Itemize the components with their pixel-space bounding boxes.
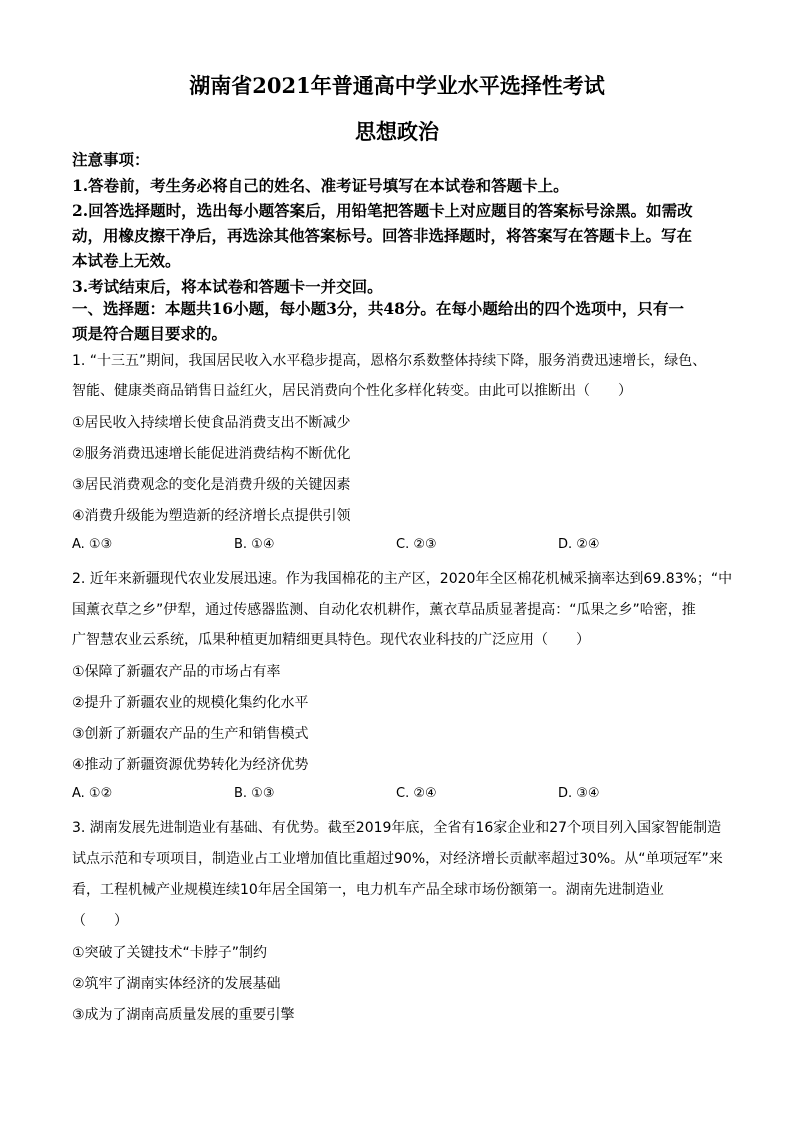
option-d[interactable]: D. ③④ xyxy=(558,786,600,801)
option-a[interactable]: A. ①③ xyxy=(72,537,113,552)
option-c[interactable]: C. ②③ xyxy=(396,537,437,552)
question-2-text: 2. 近年来新疆现代农业发展迅速。作为我国棉花的主产区，2020年全区棉花机械采摘率达到69.83%；“中 xyxy=(72,571,733,587)
notice-line: 动，用橡皮擦干净后，再选涂其他答案标号。回答非选择题时，将答案写在答题卡上。写在 xyxy=(72,226,693,245)
question-1-item: ④消费升级能为塑造新的经济增长点提供引领 xyxy=(72,508,351,524)
question-2-item: ②提升了新疆农业的规模化集约化水平 xyxy=(72,695,309,711)
question-1-text: 智能、健康类商品销售日益红火，居民消费向个性化多样化转变。由此可以推断出（ ） xyxy=(72,383,632,399)
option-b[interactable]: B. ①③ xyxy=(234,786,275,801)
question-2-item: ④推动了新疆资源优势转化为经济优势 xyxy=(72,757,309,773)
notice-heading: 注意事项： xyxy=(72,150,150,169)
notice-line: 2.回答选择题时，选出每小题答案后，用铅笔把答题卡上对应题目的答案标号涂黑。如需改 xyxy=(72,201,693,220)
section-heading: 项是符合题目要求的。 xyxy=(72,324,228,343)
section-heading: 一、选择题：本题共16小题，每小题3分，共48分。在每小题给出的四个选项中，只有一 xyxy=(72,299,684,318)
question-3-text: 3. 湖南发展先进制造业有基础、有优势。截至2019年底，全省有16家企业和27个项目列入国家智能制造 xyxy=(72,820,722,836)
question-3-item: ②筑牢了湖南实体经济的发展基础 xyxy=(72,976,281,992)
question-1-item: ③居民消费观念的变化是消费升级的关键因素 xyxy=(72,477,351,493)
question-3-item: ①突破了关键技术“卡脖子”制约 xyxy=(72,945,268,961)
subject-title: 思想政治 xyxy=(355,119,439,144)
question-3-text: 试点示范和专项项目，制造业占工业增加值比重超过90%，对经济增长贡献率超过30%。从“单项冠军”来 xyxy=(72,851,723,867)
exam-title: 湖南省2021年普通高中学业水平选择性考试 xyxy=(189,73,605,98)
option-a[interactable]: A. ①② xyxy=(72,786,113,801)
notice-line: 本试卷上无效。 xyxy=(72,251,181,270)
question-2-text: 广智慧农业云系统，瓜果种植更加精细更具特色。现代农业科技的广泛应用（ ） xyxy=(72,632,590,648)
question-1-item: ①居民收入持续增长使食品消费支出不断减少 xyxy=(72,415,351,431)
question-1-item: ②服务消费迅速增长能促进消费结构不断优化 xyxy=(72,446,351,462)
question-2-item: ①保障了新疆农产品的市场占有率 xyxy=(72,664,281,680)
question-2-text: 国薰衣草之乡”伊犁，通过传感器监测、自动化农机耕作，薰衣草品质显著提高：“瓜果之乡”哈密，推 xyxy=(72,602,696,618)
question-3-text: （ ） xyxy=(72,913,128,929)
question-2-item: ③创新了新疆农产品的生产和销售模式 xyxy=(72,726,309,742)
question-3-item: ③成为了湖南高质量发展的重要引擎 xyxy=(72,1007,295,1023)
question-3-text: 看，工程机械产业规模连续10年居全国第一，电力机车产品全球市场份额第一。湖南先进制造业 xyxy=(72,882,664,898)
notice-line: 3.考试结束后，将本试卷和答题卡一并交回。 xyxy=(72,277,383,296)
option-b[interactable]: B. ①④ xyxy=(234,537,275,552)
option-d[interactable]: D. ②④ xyxy=(558,537,600,552)
notice-line: 1.答卷前，考生务必将自己的姓名、准考证号填写在本试卷和答题卡上。 xyxy=(72,176,569,195)
question-1-text: 1. “十三五”期间，我国居民收入水平稳步提高，恩格尔系数整体持续下降，服务消费迅速增长，绿色、 xyxy=(72,353,707,369)
option-c[interactable]: C. ②④ xyxy=(396,786,437,801)
